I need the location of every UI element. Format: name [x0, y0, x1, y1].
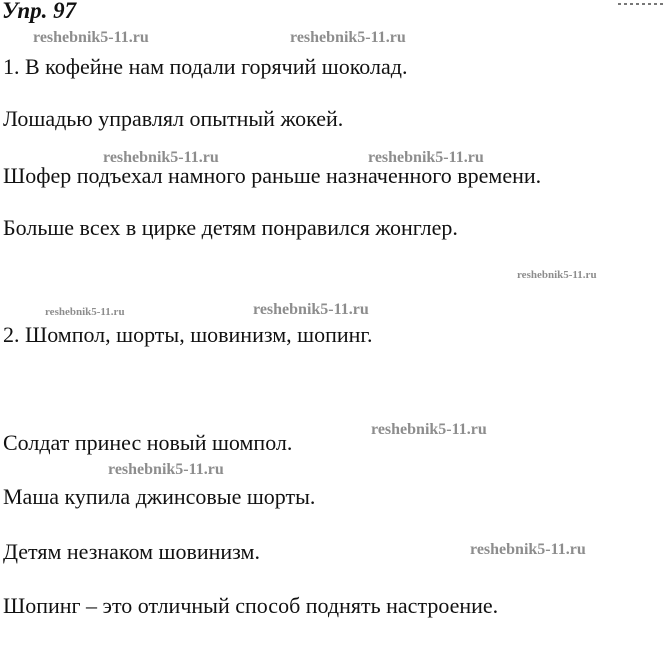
watermark: reshebnik5-11.ru	[253, 301, 369, 318]
watermark: reshebnik5-11.ru	[470, 541, 586, 558]
watermark: reshebnik5-11.ru	[108, 461, 224, 478]
text-line-6: Солдат принес новый шомпол.	[3, 430, 293, 455]
watermark: reshebnik5-11.ru	[33, 29, 149, 46]
text-line-8: Детям незнаком шовинизм.	[3, 539, 260, 564]
watermark: reshebnik5-11.ru	[371, 421, 487, 438]
text-line-7: Маша купила джинсовые шорты.	[3, 484, 316, 509]
text-line-5: 2. Шомпол, шорты, шовинизм, шопинг.	[3, 322, 373, 347]
text-line-9: Шопинг – это отличный способ поднять настроение.	[3, 593, 499, 618]
text-line-4: Больше всех в цирке детям понравился жонглер.	[3, 215, 458, 240]
text-line-2: Лошадью управлял опытный жокей.	[3, 106, 344, 131]
watermark: reshebnik5-11.ru	[517, 269, 597, 281]
watermark: reshebnik5-11.ru	[368, 149, 484, 166]
watermark: reshebnik5-11.ru	[290, 29, 406, 46]
watermark: reshebnik5-11.ru	[103, 149, 219, 166]
exercise-title: Упр. 97	[2, 0, 77, 23]
text-line-1: 1. В кофейне нам подали горячий шоколад.	[3, 54, 408, 79]
corner-mark	[618, 1, 664, 7]
watermark: reshebnik5-11.ru	[45, 306, 125, 318]
text-line-3: Шофер подъехал намного раньше назначенного времени.	[3, 163, 542, 188]
